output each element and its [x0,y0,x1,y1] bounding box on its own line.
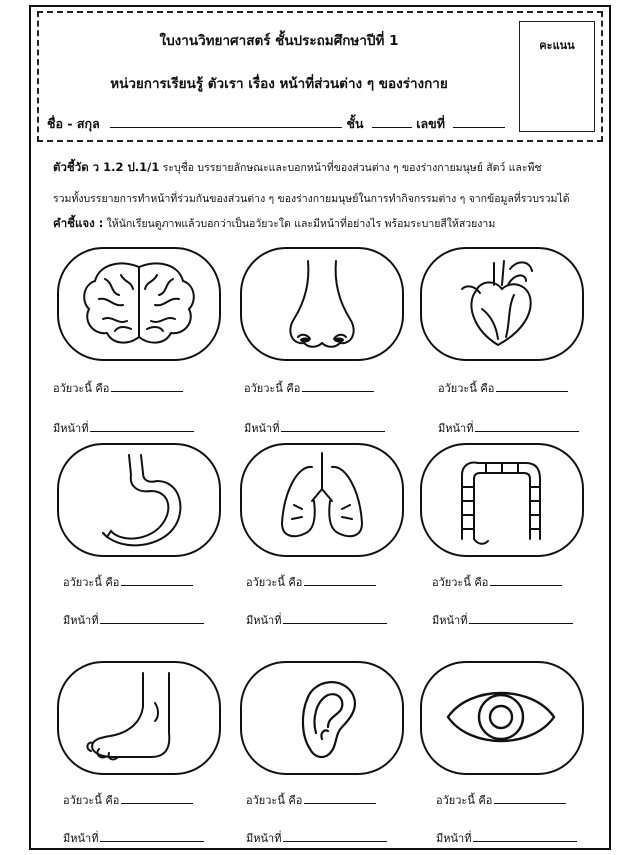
organ-frame [420,443,584,557]
function-answer-field[interactable] [100,829,204,842]
heart-icon [422,249,581,358]
organ-question: อวัยวะนี้ คือ [438,379,598,397]
class-label: ชั้น [346,116,364,131]
organ-answer-field[interactable] [304,573,376,586]
number-field[interactable] [453,113,505,128]
organ-question: อวัยวะนี้ คือ [432,573,592,591]
organ-answer-field[interactable] [494,791,566,804]
indicator-label: ตัวชี้วัด ว 1.2 ป.1/1 [53,160,160,174]
ear-icon [242,663,401,772]
function-answer-field[interactable] [283,829,387,842]
organ-question: อวัยวะนี้ คือ [63,791,223,809]
function-answer-field[interactable] [469,611,573,624]
instruction-label: คำชี้แจง : [53,216,104,230]
eye-icon [422,663,581,772]
organ-answer-field[interactable] [121,791,193,804]
stomach-icon [59,445,218,554]
function-answer-field[interactable] [473,829,577,842]
function-question: มีหน้าที่ [436,829,596,847]
student-info-row [47,113,513,134]
function-question: มีหน้าที่ [63,611,223,629]
organ-answer-field[interactable] [496,379,568,392]
organ-frame [240,661,404,775]
function-question: มีหน้าที่ [246,611,406,629]
organ-question: อวัยวะนี้ คือ [436,791,596,809]
indicator-text [53,152,613,215]
organ-question: อวัยวะนี้ คือ [246,791,406,809]
unit-title: หน่วยการเรียนรู้ ตัวเรา เรื่อง หน้าที่ส่วนต่าง ๆ ของร่างกาย [110,76,448,92]
indicator-line-1: ระบุชื่อ บรรยายลักษณะและบอกหน้าที่ของส่วนต่าง ๆ ของร่างกายมนุษย์ สัตว์ และพืช [159,162,542,174]
organ-question: อวัยวะนี้ คือ [246,573,406,591]
function-answer-field[interactable] [283,611,387,624]
function-answer-field[interactable] [475,419,579,432]
function-question: มีหน้าที่ [244,419,404,437]
worksheet-header [37,11,603,142]
class-field[interactable] [372,113,412,128]
organ-frame [57,661,221,775]
intestine-icon [422,445,581,554]
organ-question: อวัยวะนี้ คือ [244,379,404,397]
organ-frame [240,247,404,361]
organ-question: อวัยวะนี้ คือ [53,379,213,397]
score-box[interactable] [519,21,595,132]
organ-answer-field[interactable] [121,573,193,586]
worksheet-title: ใบงานวิทยาศาสตร์ ชั้นประถมศึกษาปีที่ 1 [159,33,399,49]
function-question: มีหน้าที่ [438,419,598,437]
organ-frame [57,443,221,557]
worksheet-page [29,5,611,850]
indicator-line-2: รวมทั้งบรรยายการทำหน้าที่ร่วมกันของส่วนต่าง ๆ ของร่างกายมนุษย์ในการทำกิจกรรมต่าง ๆ จากข้อมูลที่รวบรวมได้ [53,193,570,205]
instruction-text [53,215,613,233]
foot-icon [59,663,218,772]
organ-answer-field[interactable] [111,379,183,392]
organ-frame [420,247,584,361]
instruction-body: ให้นักเรียนดูภาพแล้วบอกว่าเป็นอวัยวะใด และมีหน้าที่อย่างไร พร้อมระบายสีให้สวยงาม [103,218,496,230]
function-question: มีหน้าที่ [246,829,406,847]
score-label: คะแนน [539,39,575,52]
organ-question: อวัยวะนี้ คือ [63,573,223,591]
organ-answer-field[interactable] [302,379,374,392]
lungs-icon [242,445,401,554]
organ-answer-field[interactable] [304,791,376,804]
organ-frame [420,661,584,775]
organ-answer-field[interactable] [490,573,562,586]
brain-icon [59,249,218,358]
name-field[interactable] [110,113,342,128]
function-question: มีหน้าที่ [53,419,213,437]
nose-icon [242,249,401,358]
organ-frame [57,247,221,361]
function-question: มีหน้าที่ [432,611,592,629]
number-label: เลขที่ [416,116,445,131]
function-question: มีหน้าที่ [63,829,223,847]
function-answer-field[interactable] [100,611,204,624]
function-answer-field[interactable] [281,419,385,432]
function-answer-field[interactable] [90,419,194,432]
organ-frame [240,443,404,557]
name-label: ชื่อ - สกุล [47,116,100,131]
